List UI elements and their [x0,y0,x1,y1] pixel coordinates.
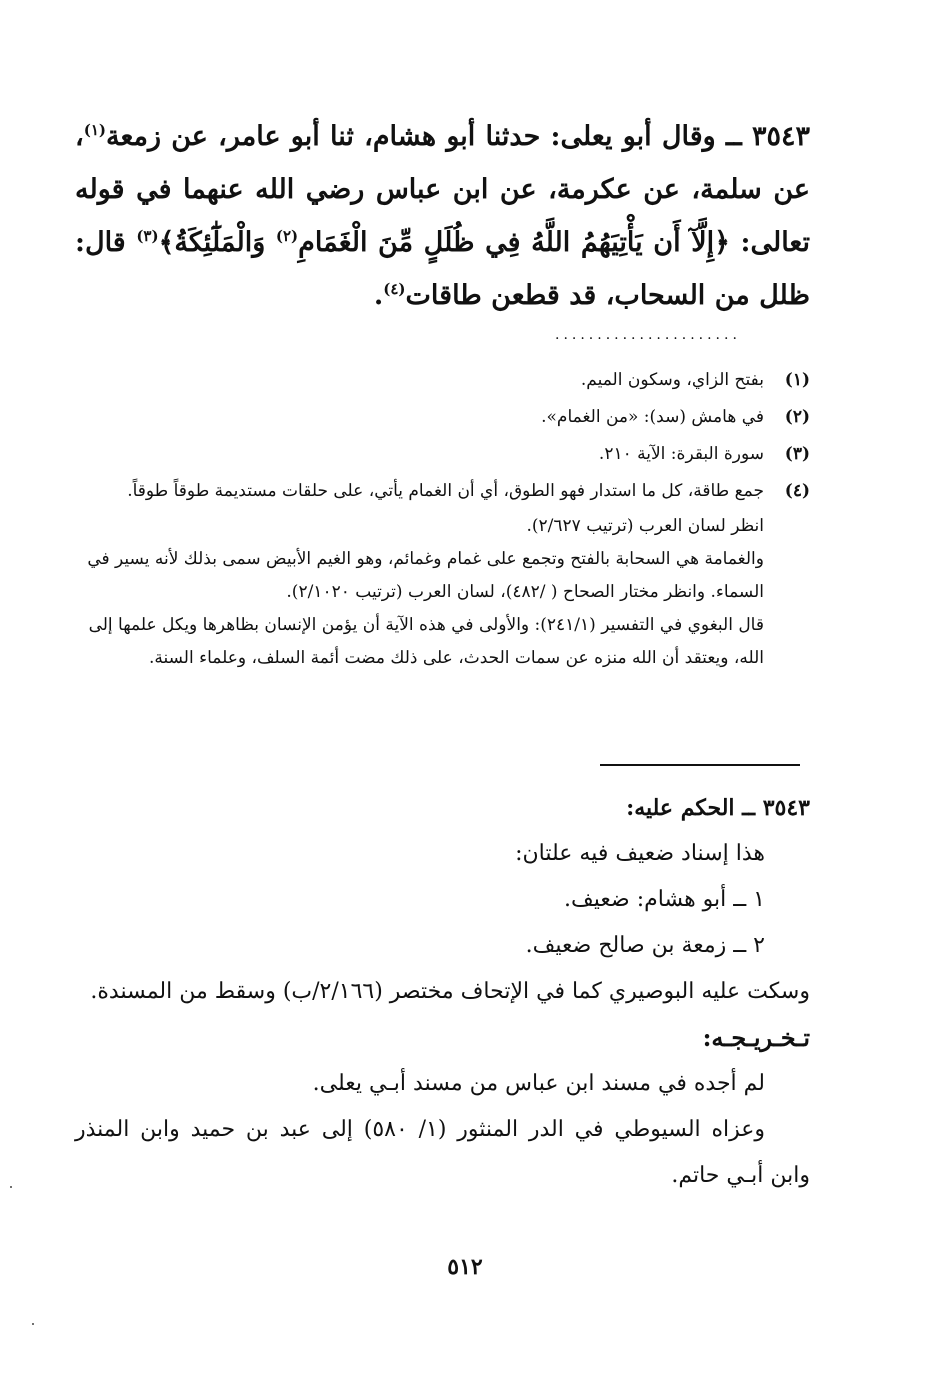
takhrij-line: وعزاه السيوطي في الدر المنثور (١/ ٥٨٠) إلى عبد بن حميد وابن المنذر وابن أبـي حاتم. [75,1117,810,1188]
hadith-text-part: قال: ظلل من السحاب، قد قطعن طاقات [75,227,810,311]
footnote-separator: ...................... [555,327,741,343]
footnotes [75,362,810,675]
footnote-text: في هامش (سد): «من الغمام». [541,407,764,427]
footnote-number: (٢) [784,407,810,427]
footnote [75,399,810,436]
ruling-item: ٢ ــ زمعة بن صالح ضعيف. [525,933,765,958]
footnote-text: جمع طاقة، كل ما استدار فهو الطوق، أي أن الغمام يأتي، على حلقات مستديمة طوقاً طوقاً. [127,481,764,501]
footnote [75,362,810,399]
ruling-section [75,785,810,1199]
footnote-text: بفتح الزاي، وسكون الميم. [580,370,764,390]
footnote-ref-4: (٤) [383,280,406,298]
page-number: ٥١٢ [447,1254,483,1280]
takhrij-line: لم أجده في مسند ابن عباس من مسند أبـي يعلى. [312,1071,765,1096]
hadith-text [75,110,810,322]
footnote [75,436,810,473]
hadith-text-part: ٣٥٤٣ ــ وقال أبو يعلى: حدثنا أبو هشام، ثنا أبو عامر، عن زمعة [106,121,810,152]
ruling-intro: هذا إسناد ضعيف فيه علتان: [515,841,765,866]
ruling-note: وسكت عليه البوصيري كما في الإتحاف مختصر (٢/١٦٦/ب) وسقط من المسندة. [90,979,810,1004]
footnote-number: (٤) [784,481,810,501]
footnote-ref-1: (١) [83,121,106,139]
footnote [75,473,810,510]
footnote-continuation: قال البغوي في التفسير (٢٤١/١): والأولى في هذه الآية أن يؤمن الإنسان بظاهرها ويكل علمها إلى الله، ويعتقد أن الله منزه عن سمات الحدث، على ذلك مضت أئمة السلف، وعلماء السنة. [88,615,764,668]
hadith-text-part: . [373,280,384,311]
footnote-ref-2: (٢) [275,227,299,245]
footnote-ref-3: (٣) [136,227,159,245]
scan-speck [10,1186,12,1188]
hadith-text-part: وَالْمَلَٰٓئِكَةُ﴾ [158,227,276,258]
takhrij-heading: تـخـريـجـه: [702,1023,810,1052]
footnote-number: (٣) [784,444,810,464]
hadith-paragraph [75,110,810,322]
ruling-heading: ٣٥٤٣ ــ الحكم عليه: [626,795,810,821]
footnote-continuation: انظر لسان العرب (ترتيب ٢/٦٢٧). [526,516,764,536]
footnote-number: (١) [784,370,810,390]
section-divider [600,764,800,766]
hadith-text-part: ، عن سلمة، عن عكرمة، عن ابن عباس رضي الله عنهما في قوله تعالى: ﴿إِلَّآ أَن يَأْتِيَهُمُ اللَّهُ فِي ظُلَلٍ مِّنَ الْغَمَامِ [75,121,810,258]
footnote-text: سورة البقرة: الآية ٢١٠. [598,444,764,464]
scan-speck [32,1323,34,1325]
footnote-continuation: والغمامة هي السحابة بالفتح وتجمع على غمام وغمائم، وهو الغيم الأبيض سمى بذلك لأنه يسير في السماء. وانظر مختار الصحاح ( /٤٨٢)، لسان العرب (ترتيب ٢/١٠٢٠). [87,549,764,602]
ruling-item: ١ ــ أبو هشام: ضعيف. [564,887,765,912]
